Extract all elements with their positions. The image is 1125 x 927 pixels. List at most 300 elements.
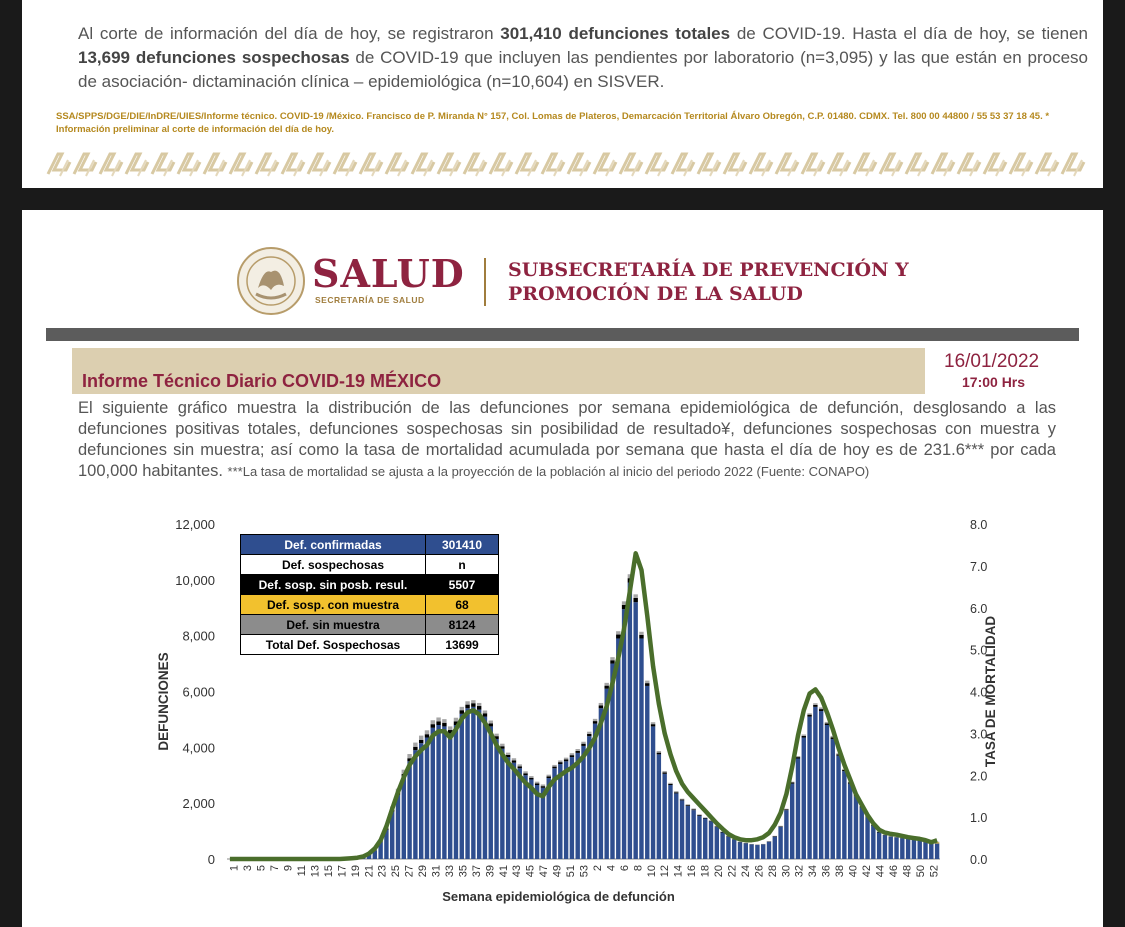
bar-sin-resultado [512, 760, 516, 762]
bar-sin-muestra [668, 783, 672, 784]
bar-confirmed [802, 738, 806, 859]
bar-sin-muestra [483, 710, 487, 713]
bar-confirmed [500, 749, 504, 859]
bar-sin-muestra [564, 758, 568, 760]
subsecretaria-title [508, 258, 909, 306]
bar-sin-muestra [425, 730, 429, 734]
suspected-deaths-text: 13,699 defunciones sospechosas [78, 48, 350, 67]
bar-confirmed [512, 763, 516, 859]
bar-confirmed [483, 717, 487, 859]
bar-sin-muestra [645, 681, 649, 684]
previous-page-panel [22, 0, 1103, 188]
summary-table [240, 534, 499, 655]
bar-sin-resultado [541, 786, 545, 788]
y2-tick-label: 7.0 [970, 559, 988, 574]
bar-confirmed [784, 810, 788, 859]
y-tick-label: 10,000 [175, 572, 215, 588]
bar-sin-muestra [651, 722, 655, 724]
bar-sin-muestra [604, 683, 608, 686]
x-tick-label: 19 [349, 865, 362, 878]
bar-confirmed [819, 711, 823, 859]
y2-tick-label: 6.0 [970, 601, 988, 616]
bar-confirmed [726, 837, 730, 859]
bar-sin-resultado [419, 740, 423, 743]
report-page-panel [22, 210, 1103, 927]
x-tick-label: 52 [928, 865, 941, 878]
bar-sin-muestra [489, 721, 493, 724]
x-tick-label: 30 [780, 865, 793, 878]
y2-tick-label: 3.0 [970, 727, 988, 742]
x-tick-label: 2 [592, 865, 604, 872]
x-tick-label: 25 [390, 865, 403, 878]
bar-sin-resultado [460, 710, 464, 714]
bar-confirmed [668, 785, 672, 859]
bar-sin-resultado [633, 598, 637, 602]
x-tick-label: 28 [766, 865, 779, 878]
y2-tick-label: 4.0 [970, 685, 988, 700]
bar-sin-resultado [610, 660, 614, 663]
y2-axis-title: TASA DE MORTALIDAD [983, 615, 998, 768]
bar-confirmed [703, 819, 707, 859]
bar-confirmed [645, 686, 649, 859]
bar-sin-resultado [662, 772, 666, 773]
bar-confirmed [518, 768, 522, 859]
bar-confirmed [807, 717, 811, 859]
bar-sin-resultado [651, 724, 655, 726]
bar-sin-resultado [599, 705, 603, 708]
bar-confirmed [749, 844, 753, 859]
bar-sin-resultado [686, 805, 690, 806]
bar-confirmed [877, 832, 881, 859]
bar-confirmed [639, 638, 643, 859]
bar-confirmed [912, 839, 916, 859]
bar-confirmed [715, 827, 719, 859]
summary-table-label: Def. sosp. sin posb. resul. [241, 575, 426, 595]
bar-confirmed [651, 726, 655, 859]
bar-sin-resultado [697, 815, 701, 816]
y2-tick-label: 2.0 [970, 769, 988, 784]
bar-sin-resultado [529, 778, 533, 780]
summary-table-row [241, 635, 499, 655]
bar-sin-muestra [500, 744, 504, 747]
bar-sin-muestra [477, 703, 481, 706]
y2-tick-label: 0.0 [970, 853, 988, 867]
bar-confirmed [494, 739, 498, 859]
x-tick-label: 14 [672, 865, 685, 878]
summary-table-value: n [426, 555, 499, 575]
bar-sin-muestra [494, 734, 498, 737]
header-divider [484, 258, 486, 306]
salud-brand: SALUD [312, 251, 465, 296]
bar-sin-muestra [703, 817, 707, 818]
bar-confirmed [773, 837, 777, 859]
bar-confirmed [407, 761, 411, 859]
x-tick-label: 21 [363, 865, 376, 878]
x-tick-label: 24 [739, 865, 752, 878]
bar-confirmed [889, 837, 893, 859]
bar-sin-resultado [483, 713, 487, 716]
bar-sin-muestra [639, 632, 643, 635]
x-tick-label: 34 [807, 865, 820, 878]
summary-table-value: 8124 [426, 615, 499, 635]
summary-table-label: Def. sosp. con muestra [241, 595, 426, 615]
subsecretaria-line-2: PROMOCIÓN DE LA SALUD [508, 283, 803, 305]
bar-confirmed [587, 736, 591, 859]
bar-sin-resultado [552, 767, 556, 769]
bar-sin-muestra [523, 771, 527, 773]
bar-confirmed [854, 796, 858, 859]
summary-table-row [241, 595, 499, 615]
x-tick-label: 37 [470, 865, 483, 878]
bar-sin-muestra [413, 743, 417, 747]
bar-sin-muestra [576, 749, 580, 751]
bar-confirmed [900, 838, 904, 859]
bar-sin-resultado [471, 703, 475, 707]
subsecretaria-line-1: SUBSECRETARÍA DE PREVENCIÓN Y [508, 259, 909, 281]
bar-sin-resultado [691, 809, 695, 810]
x-tick-label: 6 [618, 865, 631, 872]
bar-confirmed [865, 817, 869, 859]
x-tick-label: 12 [659, 865, 672, 878]
bar-sin-muestra [431, 720, 435, 724]
bar-sin-muestra [471, 700, 475, 703]
x-tick-label: 4 [605, 865, 618, 872]
government-seal-icon [236, 246, 306, 316]
bar-sin-resultado [773, 836, 777, 837]
x-tick-label: 3 [242, 865, 255, 872]
bar-sin-muestra [547, 775, 551, 777]
bar-confirmed [836, 756, 840, 859]
description-note: ***La tasa de mortalidad se ajusta a la proyección de la población al inicio del periodo 2022 (Fuente: CONAPO) [227, 464, 870, 479]
bar-confirmed [570, 757, 574, 859]
summary-table-label: Def. sin muestra [241, 615, 426, 635]
x-tick-label: 27 [403, 865, 416, 878]
bar-sin-resultado [703, 818, 707, 819]
bar-confirmed [402, 777, 406, 859]
bar-confirmed [628, 583, 632, 859]
bar-sin-muestra [593, 719, 597, 721]
bar-confirmed [436, 725, 440, 859]
bar-confirmed [918, 840, 922, 859]
bar-confirmed [935, 844, 939, 859]
summary-text-3: de COVID-19 que incluyen las pendientes por laboratorio (n=3,095) y las que están en proceso de asociación- dictaminación clínica – epidemiológica (n=10,604) en SISVER. [78, 48, 1088, 91]
bar-sin-muestra [460, 707, 464, 710]
bar-confirmed [813, 707, 817, 859]
y-tick-label: 12,000 [175, 517, 215, 532]
y-axis-title: DEFUNCIONES [156, 652, 171, 751]
bar-confirmed [413, 750, 417, 859]
x-tick-label: 46 [887, 865, 900, 878]
bar-sin-resultado [604, 686, 608, 689]
bar-confirmed [871, 826, 875, 860]
bar-confirmed [686, 806, 690, 859]
summary-table-value: 13699 [426, 635, 499, 655]
deaths-by-week-chart [22, 500, 1103, 920]
bar-sin-muestra [541, 784, 545, 786]
bar-confirmed [633, 602, 637, 859]
bar-confirmed [883, 835, 887, 859]
summary-table-row [241, 535, 499, 555]
bar-confirmed [691, 810, 695, 859]
y-tick-label: 0 [207, 852, 215, 867]
x-tick-label: 26 [753, 865, 766, 878]
bar-sin-muestra [697, 814, 701, 815]
x-tick-label: 36 [820, 865, 833, 878]
bar-confirmed [923, 842, 927, 859]
bar-sin-resultado [616, 635, 620, 639]
bar-sin-muestra [558, 760, 562, 762]
x-tick-label: 50 [914, 865, 927, 878]
x-tick-label: 1 [228, 865, 241, 872]
x-tick-label: 43 [511, 865, 524, 878]
bar-sin-resultado [564, 759, 568, 761]
bar-sin-resultado [593, 721, 597, 724]
bar-confirmed [755, 845, 759, 859]
bar-sin-resultado [431, 724, 435, 728]
bar-confirmed [454, 725, 458, 859]
bar-sin-resultado [425, 734, 429, 737]
bar-confirmed [396, 795, 400, 859]
bar-sin-resultado [558, 762, 562, 764]
salud-brand-subtitle: SECRETARÍA DE SALUD [315, 295, 425, 305]
bar-sin-resultado [442, 723, 446, 727]
x-tick-label: 42 [861, 865, 873, 878]
bar-confirmed [662, 774, 666, 859]
x-tick-label: 15 [322, 865, 335, 878]
bar-sin-muestra [407, 754, 411, 758]
bar-sin-muestra [436, 717, 440, 721]
bar-sin-muestra [813, 703, 817, 705]
x-tick-label: 13 [309, 865, 322, 878]
report-date: 16/01/2022 [944, 351, 1040, 372]
bar-sin-resultado [535, 783, 539, 785]
summary-table-value: 68 [426, 595, 499, 615]
bar-sin-muestra [599, 703, 603, 706]
bar-confirmed [738, 842, 742, 859]
summary-table-label: Def. confirmadas [241, 535, 426, 555]
bar-sin-muestra [518, 764, 522, 766]
bar-confirmed [448, 733, 452, 859]
y2-tick-label: 8.0 [970, 518, 988, 532]
bar-sin-resultado [668, 784, 672, 785]
bar-sin-muestra [581, 742, 585, 744]
summary-text-1: Al corte de información del día de hoy, se registraron [78, 24, 501, 43]
x-tick-label: 53 [578, 865, 591, 878]
bar-confirmed [657, 754, 661, 859]
bar-confirmed [767, 842, 771, 859]
report-title: Informe Técnico Diario COVID-19 MÉXICO [82, 371, 442, 391]
bar-sin-muestra [674, 791, 678, 792]
bar-confirmed [709, 821, 713, 859]
bar-confirmed [848, 784, 852, 859]
summary-paragraph [78, 22, 1088, 94]
x-tick-label: 49 [551, 865, 564, 878]
bar-sin-resultado [645, 683, 649, 686]
summary-table-row [241, 575, 499, 595]
x-tick-label: 23 [376, 865, 389, 878]
x-tick-label: 51 [565, 865, 577, 878]
summary-table-value: 301410 [426, 535, 499, 555]
bar-sin-muestra [442, 719, 446, 723]
bar-sin-muestra [802, 734, 806, 735]
bar-sin-muestra [448, 726, 452, 730]
y-tick-label: 6,000 [182, 684, 215, 700]
y2-tick-label: 1.0 [970, 811, 988, 826]
x-tick-label: 20 [713, 865, 725, 878]
bar-sin-muestra [662, 771, 666, 772]
summary-table-label: Total Def. Sospechosas [241, 635, 426, 655]
bar-confirmed [674, 793, 678, 859]
bar-confirmed [796, 759, 800, 860]
bar-sin-resultado [784, 809, 788, 810]
bar-sin-muestra [506, 753, 510, 755]
bar-confirmed [790, 784, 794, 859]
bar-confirmed [471, 707, 475, 859]
x-tick-label: 40 [847, 865, 860, 878]
bar-sin-muestra [552, 765, 556, 767]
report-time: 17:00 Hrs [962, 374, 1026, 390]
bar-sin-resultado [807, 715, 811, 717]
bar-sin-muestra [535, 782, 539, 784]
x-tick-label: 38 [834, 865, 847, 878]
x-tick-label: 39 [484, 865, 497, 878]
bar-sin-resultado [802, 736, 806, 738]
bar-confirmed [720, 832, 724, 859]
bar-sin-muestra [587, 732, 591, 734]
bar-sin-muestra [807, 713, 811, 714]
bar-sin-muestra [512, 758, 516, 760]
bar-confirmed [506, 757, 510, 859]
x-tick-label: 47 [538, 865, 551, 878]
bar-sin-resultado [477, 706, 481, 710]
bar-confirmed [489, 726, 493, 859]
bar-sin-muestra [657, 751, 661, 753]
source-footer: SSA/SPPS/DGE/DIE/InDRE/UIES/Informe técnico. COVID-19 /México. Francisco de P. Miranda N° 157, Col. Lomas de Plateros, Demarcación Territorial Álvaro Obregón, C.P. 01480. CDMX. Tel. 800 00 44800 / 55 53 37 18 45. * Información preliminar al corte de información del día de hoy. [56, 111, 1050, 135]
bar-sin-muestra [778, 826, 782, 827]
x-tick-label: 29 [417, 865, 430, 878]
bar-sin-resultado [570, 755, 574, 757]
bar-confirmed [431, 728, 435, 859]
x-tick-label: 44 [874, 865, 887, 878]
x-tick-label: 8 [632, 865, 645, 872]
y-tick-label: 8,000 [182, 628, 215, 644]
x-tick-label: 10 [645, 865, 658, 878]
bar-confirmed [477, 710, 481, 859]
y-tick-label: 4,000 [182, 740, 215, 756]
bar-confirmed [906, 839, 910, 859]
bar-sin-muestra [419, 736, 423, 740]
bar-sin-resultado [796, 757, 800, 758]
summary-table-value: 5507 [426, 575, 499, 595]
y2-tick-label: 5.0 [970, 643, 988, 658]
bar-sin-muestra [691, 808, 695, 809]
bar-sin-muestra [529, 776, 533, 778]
bar-sin-muestra [454, 718, 458, 722]
bar-sin-resultado [576, 751, 580, 753]
x-tick-label: 22 [726, 865, 739, 878]
x-tick-label: 41 [497, 865, 510, 878]
bar-sin-resultado [436, 721, 440, 725]
summary-table-row [241, 555, 499, 575]
x-tick-label: 48 [901, 865, 914, 878]
bar-confirmed [732, 839, 736, 859]
bar-sin-muestra [610, 657, 614, 660]
bar-sin-resultado [674, 792, 678, 793]
bar-sin-resultado [547, 776, 551, 778]
bar-sin-muestra [465, 701, 469, 704]
x-tick-label: 32 [793, 865, 806, 878]
bar-sin-resultado [657, 753, 661, 755]
bar-confirmed [778, 827, 782, 859]
bar-sin-muestra [680, 799, 684, 800]
bar-confirmed [860, 807, 864, 859]
summary-table-label: Def. sospechosas [241, 555, 426, 575]
summary-text-2: de COVID-19. Hasta el día de hoy, se tienen [730, 24, 1088, 43]
x-tick-label: 16 [686, 865, 699, 878]
bar-confirmed [842, 771, 846, 859]
bar-confirmed [425, 738, 429, 859]
bar-sin-resultado [639, 635, 643, 639]
bar-confirmed [523, 775, 527, 859]
bar-sin-muestra [633, 594, 637, 598]
x-tick-label: 18 [699, 865, 712, 878]
description-text: El siguiente gráfico muestra la distribución de las defunciones por semana epidemiológica de defunción, desglosando a las defunciones positivas totales, defunciones sospechosas sin posibilidad de resultado¥, defunciones sospechosas con muestra y defunciones sin muestra; así como la tasa de mortalidad acumulada por semana que hasta el día de hoy es de 231.6*** por cada 100,000 habitantes. [78, 399, 1056, 480]
bar-sin-resultado [587, 734, 591, 736]
bar-confirmed [697, 816, 701, 859]
x-tick-label: 11 [296, 865, 308, 877]
bar-sin-resultado [778, 826, 782, 827]
x-tick-label: 45 [524, 865, 537, 878]
x-tick-label: 7 [269, 865, 282, 872]
summary-table-row [241, 615, 499, 635]
bar-confirmed [894, 838, 898, 860]
decorative-greca-band [46, 150, 1086, 178]
bar-sin-muestra [686, 804, 690, 805]
bar-sin-resultado [581, 744, 585, 746]
bar-confirmed [564, 761, 568, 859]
bar-confirmed [825, 725, 829, 859]
bar-confirmed [744, 843, 748, 859]
bar-sin-muestra [570, 753, 574, 755]
x-axis-title: Semana epidemiológica de defunción [442, 889, 675, 904]
x-tick-label: 35 [457, 865, 470, 878]
bar-confirmed [680, 800, 684, 859]
bar-confirmed [541, 788, 545, 859]
bar-confirmed [929, 844, 933, 859]
bar-confirmed [761, 844, 765, 859]
bar-confirmed [465, 708, 469, 859]
bar-sin-resultado [813, 705, 817, 707]
x-tick-label: 9 [282, 865, 295, 872]
bar-sin-muestra [784, 809, 788, 810]
bar-sin-resultado [465, 705, 469, 709]
bar-confirmed [442, 726, 446, 859]
bar-sin-resultado [680, 800, 684, 801]
bar-sin-resultado [413, 747, 417, 750]
total-deaths-text: 301,410 defunciones totales [500, 24, 731, 43]
bar-sin-resultado [819, 709, 823, 711]
bar-sin-resultado [518, 766, 522, 768]
bar-confirmed [460, 714, 464, 859]
x-tick-label: 17 [336, 865, 349, 878]
report-description [78, 398, 1056, 482]
header-rule [46, 328, 1079, 341]
bar-confirmed [831, 739, 835, 859]
bar-confirmed [419, 743, 423, 859]
x-tick-label: 33 [444, 865, 456, 878]
y-tick-label: 2,000 [182, 796, 215, 812]
bar-confirmed [576, 753, 580, 859]
